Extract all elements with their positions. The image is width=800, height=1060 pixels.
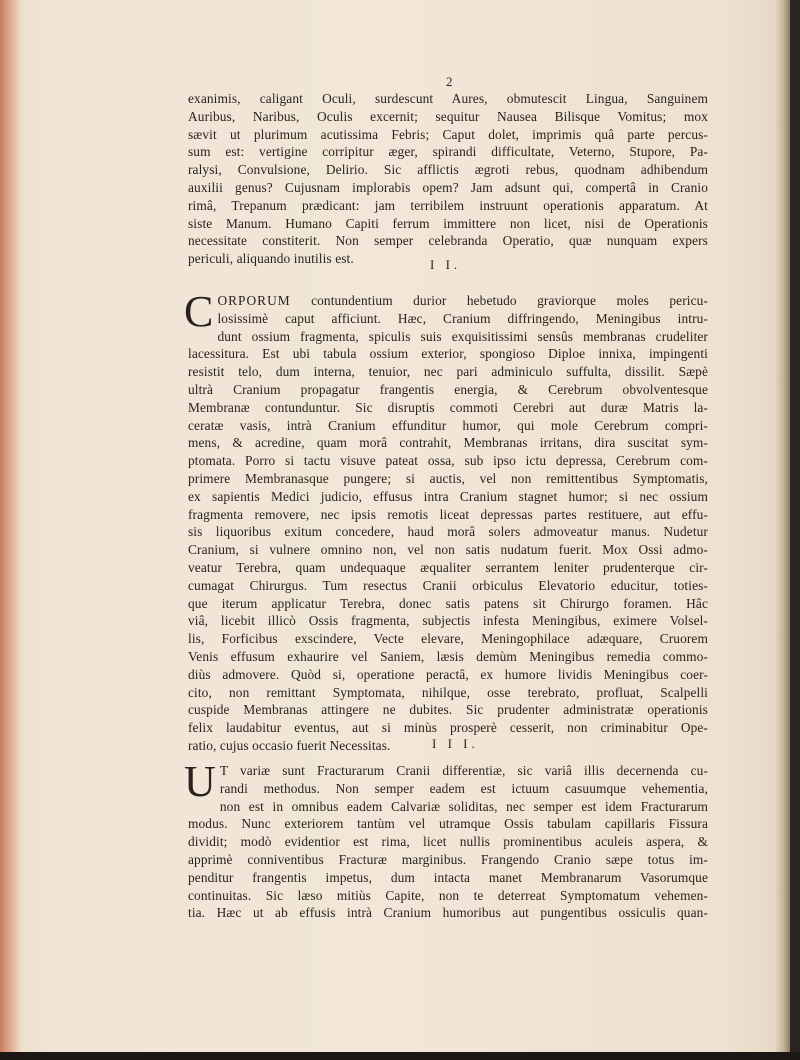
text-line: siste Manum. Humano Capiti ferrum immittere non licet, nisi de Operationis [188, 215, 708, 231]
text-line [188, 292, 708, 310]
text-line: veatur Terebra, quam undequaque æqualiter serrantem leniter prudenterque cir- [188, 559, 708, 575]
text-line: primere Membranasque pungere; si auctis, vel non remittentibus Symptomatis, [188, 470, 708, 486]
text-line: ex sapientis Medici judicio, effusus intra Cranium stagnet humor; si nec ossium [188, 488, 708, 504]
text-line: viâ, licebit illicò Ossis fragmenta, subjectis infesta Meningibus, eximere Volsel- [188, 613, 708, 629]
scan-bottom-edge [0, 1052, 800, 1060]
text-line: exanimis, caligant Oculi, surdescunt Aures, obmutescit Lingua, Sanguinem [188, 91, 708, 106]
paragraph-2 [184, 287, 708, 755]
text-line: felix laudabitur eventus, aut si minùs prosperè cesserit, non criminabitur Ope- [188, 720, 708, 736]
text-line: sis liquoribus exitum concedere, haud morâ solers admoveatur manus. Nudetur [188, 524, 708, 540]
text-line: periculi, aliquando inutilis est. [188, 251, 354, 267]
first-word: ORPORUM [217, 293, 291, 308]
text-line: ultrà Cranium propagatur frangentis energia, & Cerebrum obvolventesque [188, 381, 708, 397]
text-line: Auribus, Naribus, Oculis excernit; sequitur Nausea Bilisque Vomitus; mox [188, 108, 708, 124]
text-line: dividit; modò evidentior est rima, licet nullis prominentibus aculeis aspera, & [188, 834, 708, 850]
text-line: resistit telo, dum interna, tenuior, nec pari adminiculo suffulta, dissilit. Sæpè [188, 364, 708, 380]
text-line: T variæ sunt Fracturarum Cranii differentiæ, sic variâ illis decernenda cu- [219, 763, 708, 778]
text-line: randi methodus. Non semper eadem est ictuum casuumque vehementia, [219, 780, 708, 796]
text-line: que iterum applicatur Terebra, donec satis patens sit Chirurgo foramen. Hâc [188, 595, 708, 611]
text-line: Cranium, si vulnere omnino non, vel non satis nudatum fuerit. Mox Ossi admo- [188, 542, 708, 558]
text-line: cumagat Chirurgus. Tum resectus Cranii orbiculus Elevatorio educitur, toties- [188, 577, 708, 593]
text-line: fragmenta removere, nec ipsis remotis liceat depressas partes restituere, aut effu- [188, 506, 708, 522]
paragraph-3 [184, 757, 708, 922]
text-line: Venis effusum exhaurire vel Saniem, læsis demùm Meningibus remedia commo- [188, 648, 708, 664]
text-line: sævit ut plurimum acutissima Febris; Caput dolet, imprimis quâ parte percus- [188, 126, 708, 142]
page-binding-edge [0, 0, 22, 1052]
text-line: ptomata. Porro si tactu visuve pateat ossa, sub ipso ictu depressa, Cerebrum com- [188, 453, 708, 469]
paragraph-1 [188, 90, 708, 268]
text-line: non est in omnibus eadem Calvariæ soliditas, nec semper est idem Fracturarum [219, 798, 708, 814]
drop-cap: U [184, 757, 216, 806]
text-line: losissimè caput afficiunt. Hæc, Cranium diffringendo, Meningibus intru- [217, 310, 708, 326]
text-line: ratio, cujus occasio fuerit Necessitas. [188, 737, 391, 753]
text-line: apprimè conniventibus Fracturæ marginibus. Frangendo Cranio sæpe totus im- [188, 851, 708, 867]
text-line: lacessitura. Est ubi tabula ossium exterior, spongioso Diploe innixa, impingenti [188, 346, 708, 362]
text-line: sum est: vertigine corripitur æger, spirandi difficultate, Veterno, Stupore, Pa- [188, 144, 708, 160]
page-right-edge [776, 0, 790, 1052]
drop-cap: C [184, 287, 214, 336]
text-line: lis, Forficibus exscindere, Vecte elevare, Meningophilace adæquare, Cruorem [188, 631, 708, 647]
text-line: necessitate constiterit. Non semper celebranda Operatio, quæ nunquam expers [188, 233, 708, 249]
text-line: dunt ossium fragmenta, spiculis suis exquisitissimi sensûs membranas crudeliter [217, 328, 708, 344]
page-number: 2 [446, 74, 453, 89]
text-line: tia. Hæc ut ab effusis intrà Cranium humoribus aut pungentibus ossiculis quan- [188, 905, 708, 921]
text-line: auxilii genus? Cujusnam implorabis opem? Jam adsunt qui, compertâ in Cranio [188, 179, 708, 195]
text-line-rest: contundentium durior hebetudo graviorque moles pericu- [290, 293, 708, 308]
section-heading-3: I I I. [432, 736, 479, 751]
text-line: mens, & acredine, quam morâ contrahit, Membranas irritans, dira suscitat sym- [188, 435, 708, 451]
text-line: ceratæ vasis, intrà Cranium effunditur humor, qui mole Cerebrum compri- [188, 417, 708, 433]
text-line: rimâ, Trepanum prædicant: jam terribilem instruunt operationis apparatum. At [188, 197, 708, 213]
text-line: Membranæ contunduntur. Sic disruptis commoti Cerebri aut duræ Matris la- [188, 399, 708, 415]
text-line: modus. Nunc exteriorem tantùm vel utramque Ossis tabulam capillaris Fissura [188, 816, 708, 832]
section-heading-2: I I. [430, 257, 462, 272]
text-line: cuspide Membranas attingere ne dubites. Sic prudenter administratæ operationis [188, 702, 708, 718]
text-line: cito, non remittant Symptomata, nihilque, osse terebrato, profluat, Scalpelli [188, 684, 708, 700]
text-line: continuitas. Sic læso mitiùs Capite, non te deterreat Symptomatum vehemen- [188, 887, 708, 903]
text-line: penditur frangentis impetus, dum intacta manet Membranarum Vasorumque [188, 869, 708, 885]
text-line: diùs admovere. Quòd si, operatione peractâ, ex humore lividis Meningibus coer- [188, 666, 708, 682]
text-line: ralysi, Convulsione, Delirio. Sic afflictis ægroti rebus, quodnam adhibendum [188, 162, 708, 178]
